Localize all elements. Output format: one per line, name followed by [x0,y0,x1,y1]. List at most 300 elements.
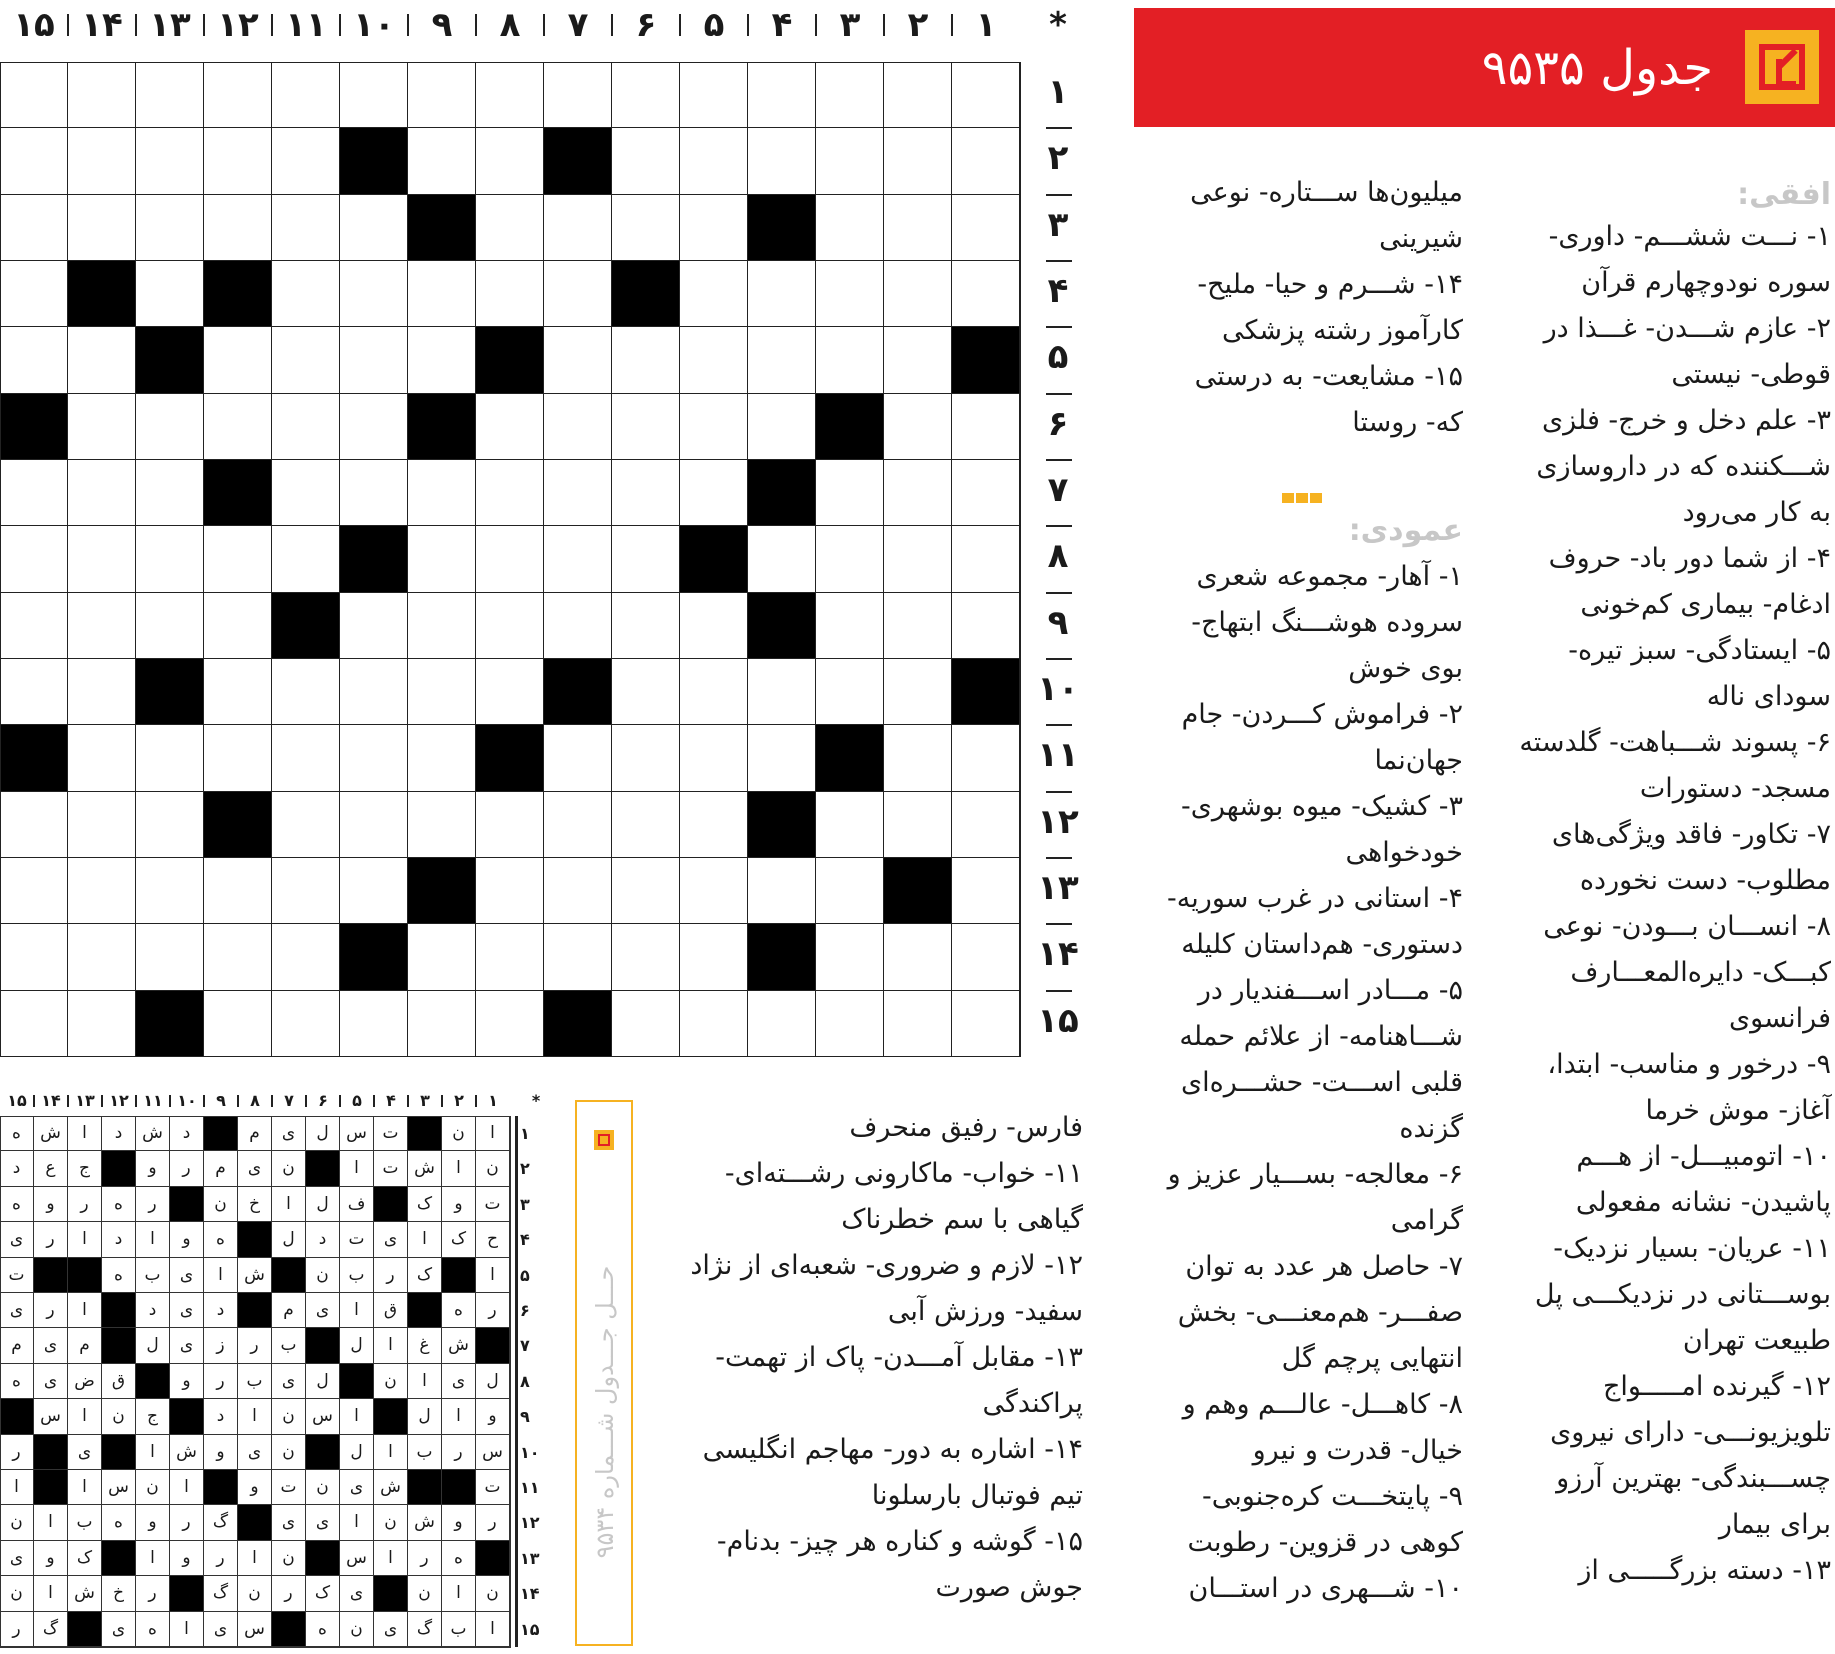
grid-cell[interactable] [340,991,408,1057]
clue-line: طبیعت تهران [1682,1325,1831,1356]
grid-cell[interactable] [952,460,1020,526]
grid-cell[interactable] [952,792,1020,858]
grid-cell[interactable] [0,792,68,858]
clue-line: گزنده [1399,1113,1463,1144]
solution-column-numbers [0,1090,520,1112]
grid-cell[interactable] [68,327,136,393]
solution-cell: ن [306,1470,340,1505]
grid-cell[interactable] [204,924,272,990]
grid-cell[interactable] [476,394,544,460]
solution-cell: ی [0,1293,34,1328]
solution-black-cell [442,1470,476,1505]
grid-cell[interactable] [340,195,408,261]
grid-cell[interactable] [272,128,340,194]
grid-cell[interactable] [204,858,272,924]
grid-cell[interactable] [884,327,952,393]
grid-cell[interactable] [612,659,680,725]
grid-cell[interactable] [408,725,476,791]
grid-cell[interactable] [0,195,68,261]
grid-cell[interactable] [816,327,884,393]
grid-cell[interactable] [680,991,748,1057]
grid-cell[interactable] [476,924,544,990]
grid-cell[interactable] [340,792,408,858]
grid-cell[interactable] [476,792,544,858]
grid-cell[interactable] [476,659,544,725]
grid-cell[interactable] [204,394,272,460]
grid-cell[interactable] [680,62,748,128]
solution-cell: گ [34,1612,68,1647]
clue-line: چســـبندگی- بهترین آرزو [1556,1463,1831,1494]
solution-cell: ی [102,1612,136,1647]
solution-row-number: ۱۳ [520,1548,540,1568]
grid-cell[interactable] [68,195,136,261]
clue-line: ۸- انســـان بـــودن- نوعی [1543,911,1831,942]
grid-cell[interactable] [272,924,340,990]
grid-cell[interactable] [816,460,884,526]
black-cell [408,858,476,924]
grid-cell[interactable] [204,327,272,393]
grid-cell[interactable] [340,460,408,526]
column-number: ۷ [567,5,589,45]
grid-cell[interactable] [952,725,1020,791]
solution-cell: ق [102,1364,136,1399]
grid-cell[interactable] [272,991,340,1057]
grid-cell[interactable] [408,991,476,1057]
grid-cell[interactable] [748,327,816,393]
grid-cell[interactable] [680,195,748,261]
solution-row-number: ۴ [520,1230,530,1250]
grid-cell[interactable] [680,394,748,460]
grid-cell[interactable] [952,195,1020,261]
clue-line: دستوری- هم‌داستان کلیله [1181,929,1463,960]
solution-row-number: ۱۱ [520,1478,540,1497]
solution-cell: ن [272,1151,306,1186]
solution-cell: و [170,1364,204,1399]
clue-line: شیرینی [1379,223,1463,254]
black-cell [340,128,408,194]
grid-cell[interactable] [476,62,544,128]
grid-cell[interactable] [544,792,612,858]
solution-cell: گ [408,1612,442,1647]
black-cell [816,725,884,791]
column-number: ۵ [703,5,725,45]
solution-cell: ر [34,1293,68,1328]
row-number: ۱۲ [1037,801,1079,842]
grid-cell[interactable] [340,327,408,393]
grid-cell[interactable] [612,725,680,791]
solution-cell: ی [170,1293,204,1328]
grid-cell[interactable] [544,195,612,261]
solution-cell: ی [306,1505,340,1540]
grid-cell[interactable] [680,924,748,990]
grid-cell[interactable] [408,924,476,990]
solution-cell: و [476,1399,510,1434]
solution-cell: ا [340,1293,374,1328]
black-cell [0,394,68,460]
solution-cell: ح [476,1222,510,1257]
black-cell [340,526,408,592]
grid-cell[interactable] [816,526,884,592]
solution-black-cell [408,1470,442,1505]
grid-cell[interactable] [68,62,136,128]
grid-cell[interactable] [612,327,680,393]
grid-cell[interactable] [272,858,340,924]
grid-cell[interactable] [544,394,612,460]
grid-cell[interactable] [476,593,544,659]
grid-cell[interactable] [816,924,884,990]
grid-cell[interactable] [408,261,476,327]
grid-cell[interactable] [748,128,816,194]
grid-cell[interactable] [136,593,204,659]
grid-cell[interactable] [476,460,544,526]
clue-line: ۸- کاهـــل- عالـــم وهم و [1182,1389,1463,1420]
column-number: ۴ [771,5,793,45]
grid-cell[interactable] [816,991,884,1057]
solution-cell: ن [204,1187,238,1222]
clue-line: قوطی- نیستی [1671,359,1831,390]
solution-cell: ا [238,1399,272,1434]
grid-cell[interactable] [884,526,952,592]
grid-cell[interactable] [340,659,408,725]
grid-cell[interactable] [680,725,748,791]
grid-cell[interactable] [272,725,340,791]
grid-cell[interactable] [68,593,136,659]
grid-cell[interactable] [952,991,1020,1057]
black-cell [204,261,272,327]
grid-cell[interactable] [136,394,204,460]
grid-cell[interactable] [0,327,68,393]
grid-cell[interactable] [408,327,476,393]
grid-cell[interactable] [952,593,1020,659]
separator-dots [1282,488,1324,498]
grid-cell[interactable] [340,593,408,659]
grid-cell[interactable] [816,195,884,261]
horizontal-clues-heading: افقی: [1737,177,1831,212]
solution-cell: غ [408,1328,442,1363]
grid-cell[interactable] [816,593,884,659]
solution-row-number: ۷ [520,1336,530,1356]
grid-cell[interactable] [884,659,952,725]
grid-cell[interactable] [68,725,136,791]
clue-line: گرامی [1390,1205,1463,1236]
solution-cell: س [238,1612,272,1647]
grid-cell[interactable] [544,261,612,327]
grid-cell[interactable] [884,394,952,460]
solution-column-number: ۱۲ [109,1091,129,1110]
grid-cell[interactable] [612,924,680,990]
grid-cell[interactable] [272,460,340,526]
grid-cell[interactable] [340,394,408,460]
black-cell [680,526,748,592]
grid-cell[interactable] [136,924,204,990]
grid-cell[interactable] [884,792,952,858]
grid-cell[interactable] [680,593,748,659]
grid-cell[interactable] [408,792,476,858]
grid-cell[interactable] [612,460,680,526]
grid-cell[interactable] [612,394,680,460]
grid-cell[interactable] [272,195,340,261]
solution-row-number: ۱۴ [520,1584,540,1604]
grid-cell[interactable] [0,526,68,592]
grid-cell[interactable] [952,62,1020,128]
grid-cell[interactable] [952,261,1020,327]
grid-cell[interactable] [816,792,884,858]
grid-cell[interactable] [816,62,884,128]
grid-cell[interactable] [204,725,272,791]
grid-cell[interactable] [884,195,952,261]
grid-cell[interactable] [884,725,952,791]
solution-cell: و [442,1187,476,1222]
grid-cell[interactable] [952,394,1020,460]
solution-cell: ی [374,1222,408,1257]
grid-cell[interactable] [0,128,68,194]
grid-cell[interactable] [68,858,136,924]
solution-cell: م [238,1116,272,1151]
grid-cell[interactable] [476,858,544,924]
grid-cell[interactable] [680,858,748,924]
grid-cell[interactable] [476,526,544,592]
clue-line: کوهی در قزوین- رطوبت [1187,1527,1463,1558]
grid-cell[interactable] [272,394,340,460]
solution-cell: د [306,1222,340,1257]
solution-column-number: ۲ [454,1091,464,1110]
grid-cell[interactable] [340,725,408,791]
grid-cell[interactable] [544,62,612,128]
grid-cell[interactable] [680,792,748,858]
grid-cell[interactable] [272,327,340,393]
grid-cell[interactable] [680,128,748,194]
grid-cell[interactable] [408,128,476,194]
grid-cell[interactable] [272,62,340,128]
solution-black-cell [68,1612,102,1647]
grid-cell[interactable] [272,526,340,592]
solution-cell: س [102,1470,136,1505]
solution-cell: ت [0,1258,34,1293]
grid-cell[interactable] [136,128,204,194]
grid-cell[interactable] [816,261,884,327]
grid-cell[interactable] [0,460,68,526]
grid-cell[interactable] [680,327,748,393]
grid-cell[interactable] [612,128,680,194]
grid-cell[interactable] [0,261,68,327]
clue-line: کارآموز رشته پزشکی [1222,315,1463,346]
grid-cell[interactable] [68,924,136,990]
grid-cell[interactable] [408,62,476,128]
grid-cell[interactable] [136,460,204,526]
grid-cell[interactable] [612,526,680,592]
grid-cell[interactable] [476,128,544,194]
solution-row-separator [515,1328,518,1363]
grid-cell[interactable] [816,858,884,924]
clue-line: مسجد- دستورات [1639,773,1831,804]
grid-cell[interactable] [544,593,612,659]
row-number: ۵ [1047,337,1069,378]
grid-cell[interactable] [884,460,952,526]
solution-row-separator [515,1187,518,1222]
grid-cell[interactable] [204,659,272,725]
puzzle-title: جدول ۹۵۳۵ [1481,40,1713,96]
clue-line: آغاز- موش خرما [1645,1095,1831,1126]
grid-cell[interactable] [408,593,476,659]
vertical-clues-column-1 [1123,554,1463,1612]
grid-cell[interactable] [136,792,204,858]
grid-cell[interactable] [408,460,476,526]
grid-cell[interactable] [136,261,204,327]
solution-cell: ا [136,1435,170,1470]
grid-cell[interactable] [952,128,1020,194]
solution-column-number: ۶ [318,1091,328,1110]
grid-cell[interactable] [0,991,68,1057]
grid-cell[interactable] [0,858,68,924]
grid-cell[interactable] [884,261,952,327]
grid-cell[interactable] [612,858,680,924]
grid-cell[interactable] [136,195,204,261]
grid-cell[interactable] [952,924,1020,990]
grid-cell[interactable] [748,526,816,592]
solution-cell: ل [272,1222,306,1257]
grid-cell[interactable] [204,991,272,1057]
clue-line: ۱۵- مشایعت- به درستی [1194,361,1463,392]
grid-cell[interactable] [136,725,204,791]
grid-cell[interactable] [816,659,884,725]
clue-line: تیم فوتبال بارسلونا [871,1480,1083,1511]
grid-cell[interactable] [136,858,204,924]
grid-cell[interactable] [0,659,68,725]
solution-cell: ن [476,1576,510,1611]
solution-cell: ه [0,1187,34,1222]
grid-cell[interactable] [204,62,272,128]
grid-cell[interactable] [544,725,612,791]
clue-line: میلیون‌ها ســـتاره- نوعی [1190,177,1463,208]
grid-cell[interactable] [952,858,1020,924]
solution-cell: و [170,1541,204,1576]
grid-cell[interactable] [408,659,476,725]
solution-cell: ن [476,1151,510,1186]
grid-cell[interactable] [544,924,612,990]
grid-cell[interactable] [544,858,612,924]
grid-cell[interactable] [272,792,340,858]
grid-cell[interactable] [680,261,748,327]
grid-cell[interactable] [884,991,952,1057]
grid-cell[interactable] [680,460,748,526]
grid-cell[interactable] [68,460,136,526]
solution-row-number: ۵ [520,1265,530,1285]
grid-cell[interactable] [136,62,204,128]
black-cell [408,195,476,261]
grid-cell[interactable] [612,991,680,1057]
clue-line: انتهایی پرچم گل [1281,1343,1463,1374]
black-cell [544,659,612,725]
grid-cell[interactable] [476,195,544,261]
grid-cell[interactable] [68,659,136,725]
clue-line: ۷- حاصل هر عدد به توان [1185,1251,1463,1282]
grid-cell[interactable] [204,128,272,194]
grid-cell[interactable] [136,526,204,592]
grid-cell[interactable] [748,858,816,924]
grid-cell[interactable] [884,128,952,194]
grid-cell[interactable] [340,261,408,327]
grid-cell[interactable] [68,128,136,194]
solution-cell: ق [374,1293,408,1328]
grid-cell[interactable] [748,659,816,725]
grid-cell[interactable] [68,991,136,1057]
grid-cell[interactable] [476,261,544,327]
black-cell [0,725,68,791]
grid-cell[interactable] [68,526,136,592]
grid-cell[interactable] [612,195,680,261]
grid-cell[interactable] [544,327,612,393]
solution-cell: ل [340,1328,374,1363]
grid-cell[interactable] [884,593,952,659]
solution-cell: ا [68,1293,102,1328]
solution-cell: ا [68,1470,102,1505]
solution-cell: ا [476,1612,510,1647]
grid-cell[interactable] [0,62,68,128]
solution-cell: ا [340,1505,374,1540]
grid-cell[interactable] [544,526,612,592]
grid-cell[interactable] [204,593,272,659]
grid-cell[interactable] [952,526,1020,592]
grid-cell[interactable] [884,924,952,990]
solution-cell: ا [374,1541,408,1576]
solution-cell: ب [272,1328,306,1363]
solution-cell: د [204,1399,238,1434]
grid-cell[interactable] [612,792,680,858]
grid-cell[interactable] [272,659,340,725]
grid-cell[interactable] [680,659,748,725]
row-number: ۱۱ [1037,735,1079,776]
grid-cell[interactable] [340,62,408,128]
solution-cell: ر [408,1541,442,1576]
grid-cell[interactable] [612,593,680,659]
grid-cell[interactable] [544,460,612,526]
grid-cell[interactable] [748,725,816,791]
solution-cell: ش [374,1470,408,1505]
grid-cell[interactable] [476,991,544,1057]
row-number: ۷ [1047,469,1069,510]
grid-cell[interactable] [748,991,816,1057]
grid-cell[interactable] [748,261,816,327]
grid-cell[interactable] [0,593,68,659]
grid-cell[interactable] [748,394,816,460]
grid-cell[interactable] [68,792,136,858]
grid-cell[interactable] [884,62,952,128]
solution-black-cell [170,1576,204,1611]
grid-cell[interactable] [68,394,136,460]
solution-row-separator [515,1151,518,1186]
solution-cell: ج [68,1151,102,1186]
solution-cell: ا [374,1435,408,1470]
solution-cell: ل [306,1187,340,1222]
solution-black-cell [238,1505,272,1540]
grid-cell[interactable] [408,526,476,592]
solution-column-number: ۸ [250,1091,260,1110]
solution-cell: ر [34,1222,68,1257]
grid-cell[interactable] [816,128,884,194]
solution-black-cell [34,1258,68,1293]
grid-cell[interactable] [340,858,408,924]
clue-line: ۱۱- عریان- بسیار نزدیک- [1553,1233,1831,1264]
grid-cell[interactable] [272,261,340,327]
grid-cell[interactable] [748,62,816,128]
grid-cell[interactable] [204,526,272,592]
black-cell [612,261,680,327]
grid-cell[interactable] [612,62,680,128]
grid-cell[interactable] [0,924,68,990]
solution-black-cell [102,1541,136,1576]
grid-cell[interactable] [204,195,272,261]
clue-line: سوره نودوچهارم قرآن [1581,267,1831,298]
